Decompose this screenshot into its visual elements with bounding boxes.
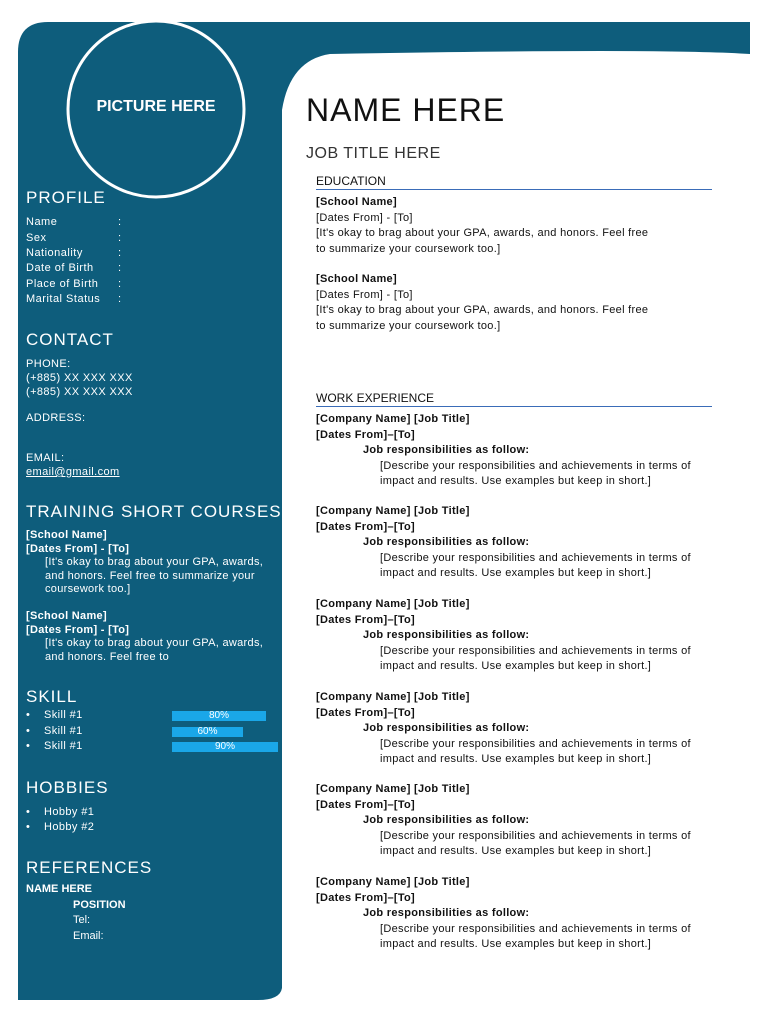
profile-colon: : [118,278,122,290]
education-item [316,195,716,257]
skill-bar [172,711,286,721]
profile-field-pob [26,278,136,290]
profile-label: Sex [26,232,47,244]
phone-label: PHONE: [26,358,71,370]
education-description-line: [It's okay to brag about your GPA, awards, and honors. Feel free [316,304,649,316]
profile-label: Name [26,216,58,228]
work-responsibilities-label: Job responsibilities as follow: [363,907,530,919]
work-responsibilities-label: Job responsibilities as follow: [363,629,530,641]
profile-label: Date of Birth [26,262,94,274]
profile-field-dob [26,262,136,274]
work-description-line: [Describe your responsibilities and achievements in terms of [380,551,691,564]
bullet-icon: • [26,806,31,818]
work-item [316,597,726,675]
profile-field-name [26,216,136,228]
work-responsibilities-label: Job responsibilities as follow: [363,536,530,548]
skill-item [26,709,83,721]
work-description-line: [Describe your responsibilities and achievements in terms of [380,829,691,842]
work-description-line: impact and results. Use examples but keep in short.] [380,753,652,765]
work-company: [Company Name] [Job Title] [316,783,470,795]
profile-colon: : [118,232,122,244]
profile-label: Place of Birth [26,278,99,290]
education-title: EDUCATION [316,174,712,190]
work-description-line: impact and results. Use examples but keep in short.] [380,938,652,950]
training-description: [It's okay to brag about your GPA, awards, and honors. Feel free to [45,637,264,663]
work-description-line: [Describe your responsibilities and achievements in terms of [380,459,691,472]
work-item [316,412,726,490]
skill-item [26,740,83,752]
reference-name: NAME HERE [26,883,93,895]
profile-colon: : [118,247,122,259]
picture-placeholder-label: PICTURE HERE [96,98,216,115]
work-experience-title: WORK EXPERIENCE [316,391,712,407]
training-item [26,610,266,664]
profile-field-sex [26,232,136,244]
contact-title: CONTACT [26,330,114,349]
work-dates: [Dates From]–[To] [316,891,416,904]
bullet-icon: • [26,709,31,721]
work-company: [Company Name] [Job Title] [316,505,470,517]
profile-colon: : [118,216,122,228]
reference-position: POSITION [73,899,126,911]
work-dates: [Dates From]–[To] [316,798,416,811]
work-dates: [Dates From]–[To] [316,706,416,719]
work-company: [Company Name] [Job Title] [316,413,470,425]
email-label: EMAIL: [26,452,65,464]
hobby-name: Hobby #2 [44,821,95,833]
skill-bar-label: 80% [208,710,229,721]
references-title: REFERENCES [26,858,153,877]
work-company: [Company Name] [Job Title] [316,876,470,888]
education-description-line: [It's okay to brag about your GPA, awards, and honors. Feel free [316,227,649,239]
phone-number-1: (+885) XX XXX XXX [26,372,133,384]
hobby-item [26,806,94,818]
work-dates: [Dates From]–[To] [316,613,416,626]
training-item [26,529,266,597]
hobbies-title: HOBBIES [26,778,109,797]
education-description-line: to summarize your coursework too.] [316,242,501,255]
skill-item [26,725,83,737]
training-school: [School Name] [26,610,107,622]
work-dates: [Dates From]–[To] [316,520,416,533]
work-dates: [Dates From]–[To] [316,428,416,441]
profile-field-nationality [26,247,136,259]
work-description-line: impact and results. Use examples but keep in short.] [380,845,652,857]
work-company: [Company Name] [Job Title] [316,598,470,610]
profile-label: Marital Status [26,293,101,305]
work-description-line: [Describe your responsibilities and achievements in terms of [380,737,691,750]
phone-number-2: (+885) XX XXX XXX [26,386,133,398]
education-school: [School Name] [316,273,397,285]
reference-email: Email: [73,930,104,942]
email-link[interactable]: email@gmail.com [26,466,120,478]
work-responsibilities-label: Job responsibilities as follow: [363,722,530,734]
work-item [316,875,726,953]
hobby-name: Hobby #1 [44,806,95,818]
skill-bar-label: 90% [214,741,235,752]
skill-bar [172,727,286,737]
work-company: [Company Name] [Job Title] [316,691,470,703]
skill-title: SKILL [26,687,78,706]
profile-label: Nationality [26,247,83,259]
profile-title: PROFILE [26,188,106,207]
work-description-line: [Describe your responsibilities and achievements in terms of [380,922,691,935]
work-description-line: [Describe your responsibilities and achievements in terms of [380,644,691,657]
skill-name: Skill #1 [44,740,83,752]
work-description-line: impact and results. Use examples but keep in short.] [380,567,652,579]
bullet-icon: • [26,725,31,737]
profile-field-marital [26,293,136,305]
education-dates: [Dates From] - [To] [316,288,413,301]
education-school: [School Name] [316,196,397,208]
profile-colon: : [118,293,122,305]
work-responsibilities-label: Job responsibilities as follow: [363,814,530,826]
skill-name: Skill #1 [44,725,83,737]
training-school: [School Name] [26,529,107,541]
work-item [316,690,726,768]
candidate-name: NAME HERE [306,92,506,128]
training-dates: [Dates From] - [To] [26,623,130,636]
work-item [316,782,726,860]
work-item [316,504,726,582]
skill-bar-label: 60% [197,726,218,737]
hobby-item [26,821,94,833]
address-label: ADDRESS: [26,412,86,424]
education-item [316,272,716,334]
skill-bar [172,742,286,752]
work-description-line: impact and results. Use examples but keep in short.] [380,660,652,672]
training-dates: [Dates From] - [To] [26,542,130,555]
bullet-icon: • [26,821,31,833]
skill-name: Skill #1 [44,709,83,721]
training-title: TRAINING SHORT COURSES [26,502,282,521]
education-description-line: to summarize your coursework too.] [316,319,501,332]
reference-tel: Tel: [73,914,91,926]
job-title: JOB TITLE HERE [306,145,441,162]
training-description: [It's okay to brag about your GPA, awards, and honors. Feel free to summarize your coursework too.] [45,556,264,595]
work-responsibilities-label: Job responsibilities as follow: [363,444,530,456]
work-description-line: impact and results. Use examples but keep in short.] [380,475,652,487]
bullet-icon: • [26,740,31,752]
profile-colon: : [118,262,122,274]
education-dates: [Dates From] - [To] [316,211,413,224]
